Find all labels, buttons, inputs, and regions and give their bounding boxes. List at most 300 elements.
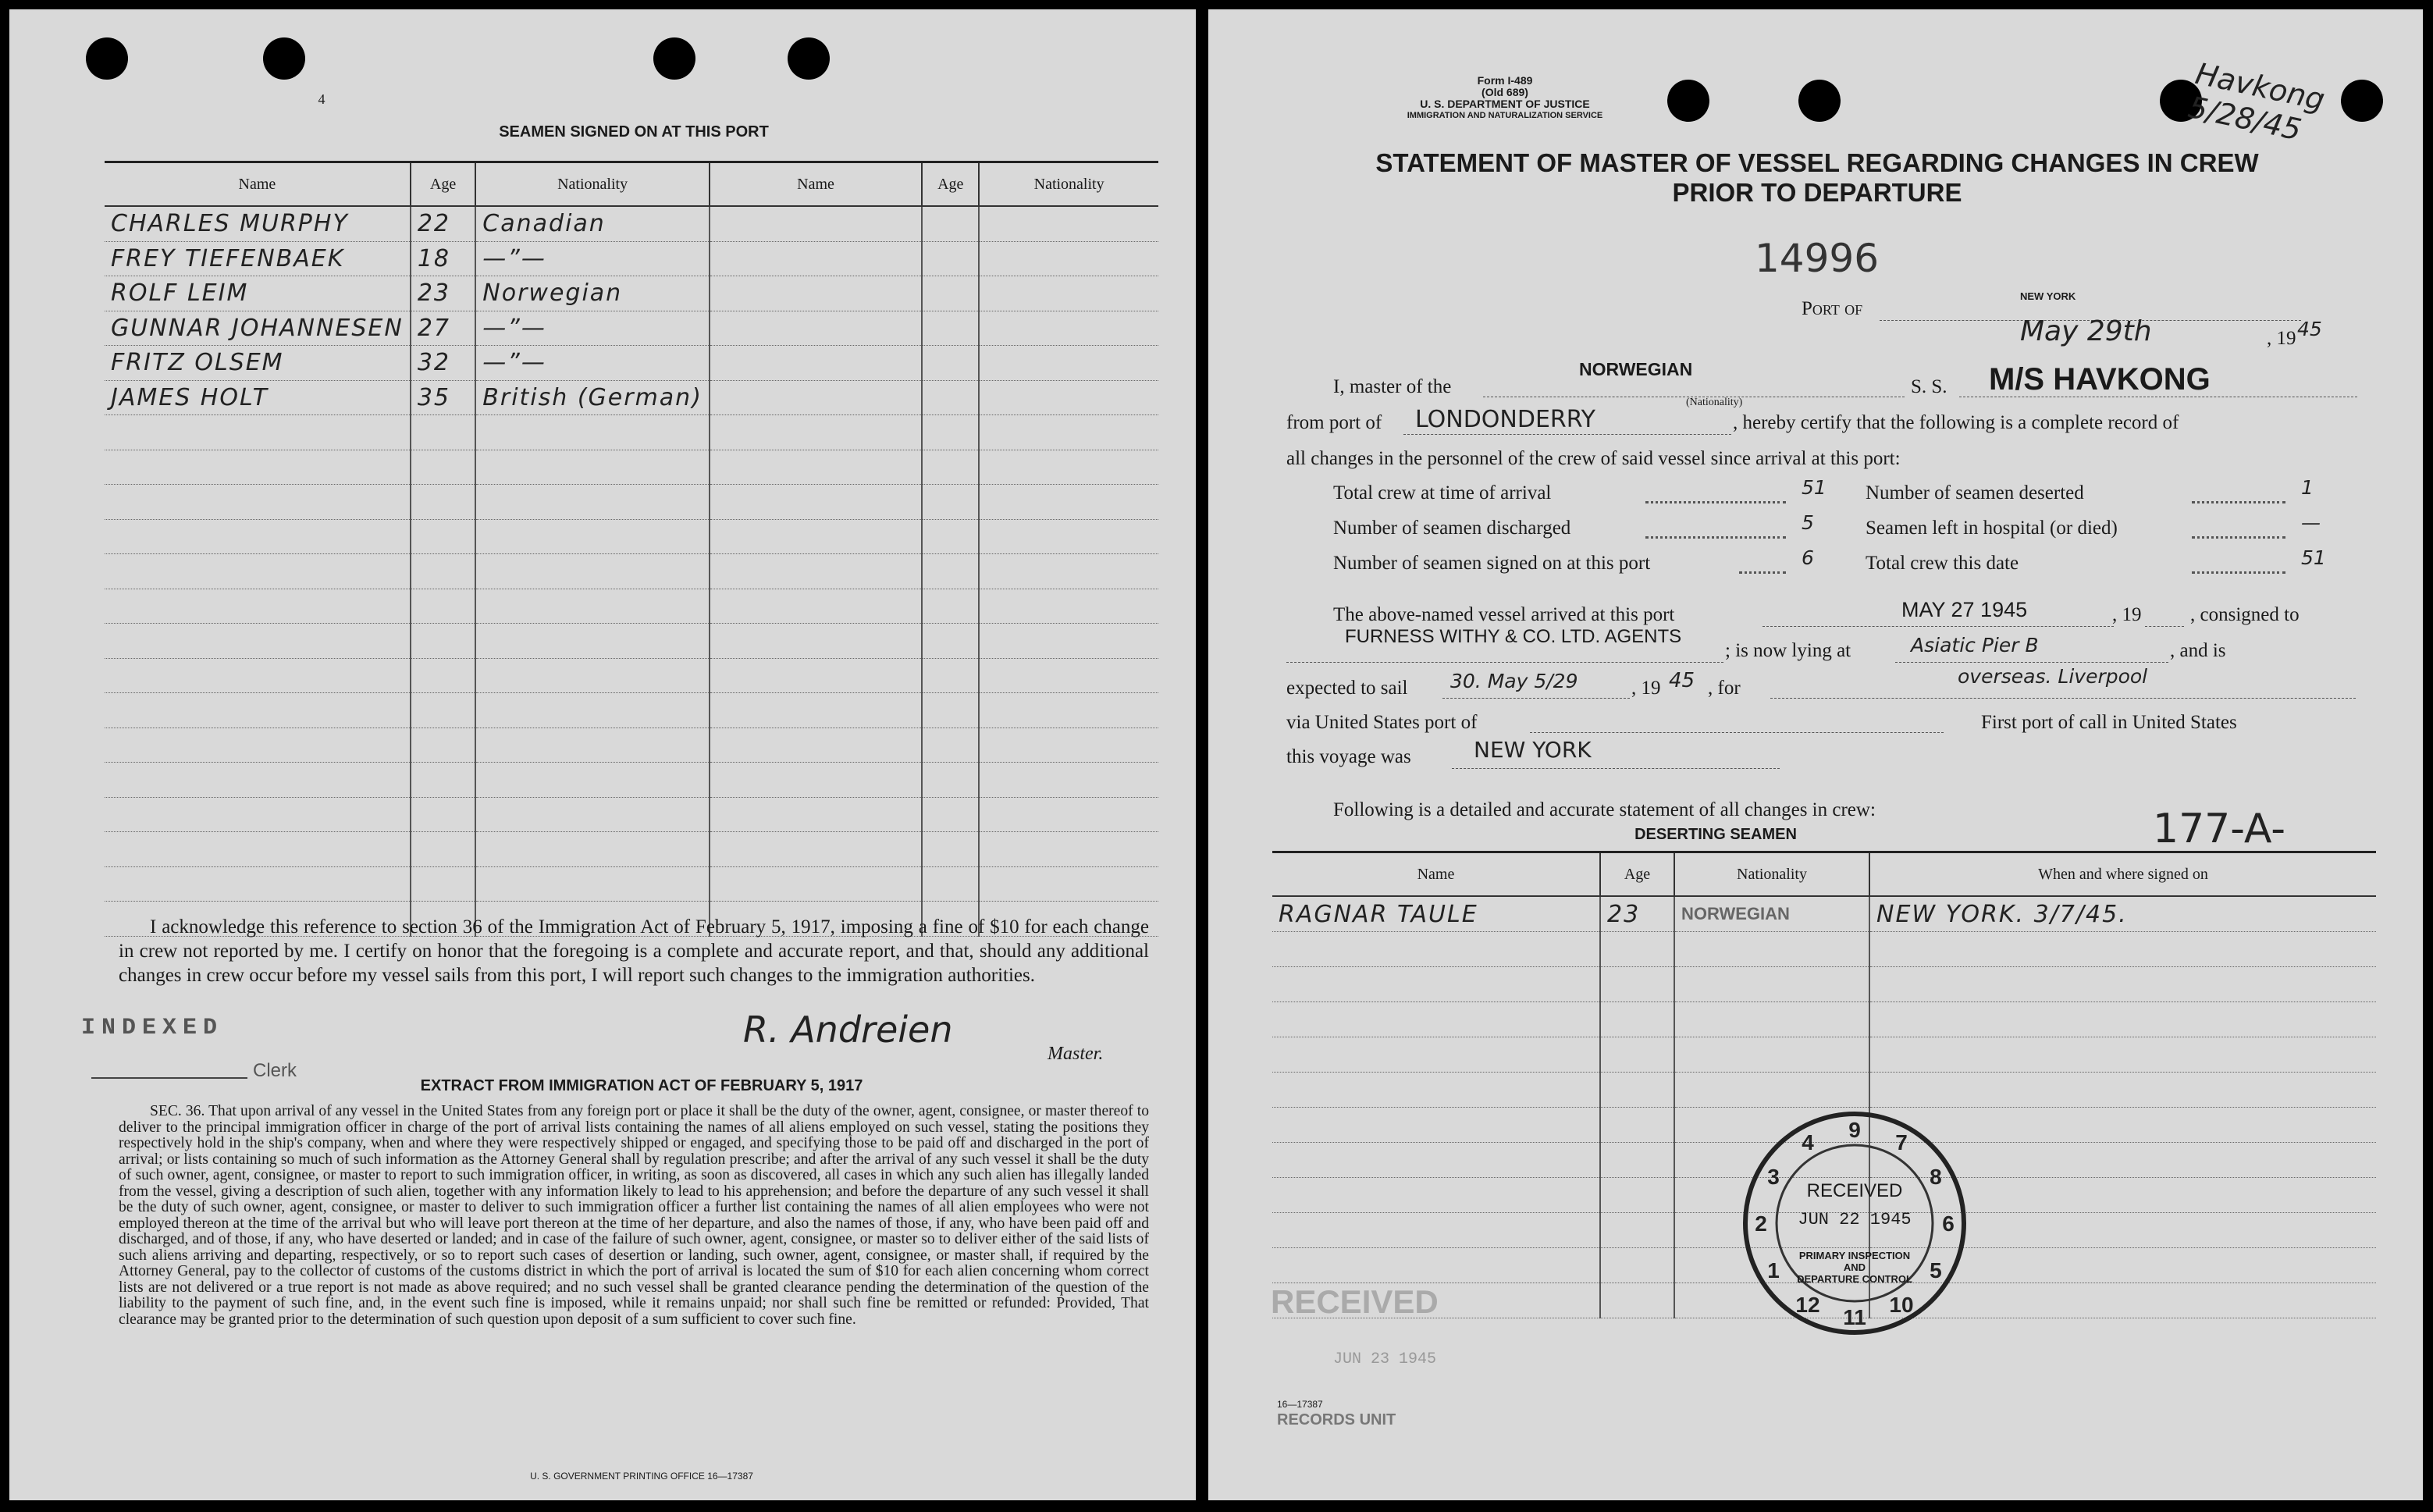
arrived-value: MAY 27 1945: [1901, 598, 2028, 621]
col-name: Name: [1272, 852, 1600, 897]
cell-nationality-2: [979, 554, 1158, 589]
cell-name-2: [710, 728, 922, 763]
table-row: [1272, 896, 2376, 932]
cell-name: ROLF LEIM: [105, 276, 411, 311]
cell-nationality-2: [979, 485, 1158, 520]
stamp-line-2: AND: [1843, 1261, 1866, 1273]
cell-age-2: [922, 519, 979, 554]
cell-name: [105, 485, 411, 520]
file-number: 14996: [1755, 236, 1880, 281]
count-value: 51: [2301, 546, 2326, 569]
table-row: [105, 589, 1158, 624]
cell-nationality: [475, 728, 710, 763]
stamp-text: [1738, 1250, 1972, 1285]
table-row: [105, 346, 1158, 381]
cell-name-2: [710, 519, 922, 554]
cell-age-2: [922, 206, 979, 241]
cell-age-2: [922, 485, 979, 520]
cell-age: [1600, 1248, 1674, 1283]
table-row: [105, 241, 1158, 276]
cell-age: [1600, 932, 1674, 967]
cell-nationality-2: [979, 241, 1158, 276]
cell-nationality-2: [979, 276, 1158, 311]
cell-age: [411, 519, 475, 554]
table-row: [105, 206, 1158, 241]
count-leader: [1739, 571, 1786, 574]
cell-name-2: [710, 346, 922, 381]
faded-date-stamp: JUN 23 1945: [1333, 1350, 1437, 1368]
cell-name-2: [710, 589, 922, 624]
col-age: Age: [1600, 852, 1674, 897]
cell-name: [1272, 1037, 1600, 1073]
master-signature: R. Andreien: [743, 1009, 953, 1051]
via-label: via United States port of: [1286, 712, 1478, 733]
deserting-title: DESERTING SEAMEN: [1634, 826, 1797, 843]
section-title: SEAMEN SIGNED ON AT THIS PORT: [499, 123, 769, 141]
cell-nationality-2: [979, 866, 1158, 902]
table-row: [1272, 1073, 2376, 1108]
records-unit: RECORDS UNIT: [1277, 1411, 1396, 1428]
cell-age: [411, 832, 475, 867]
cell-name: [105, 589, 411, 624]
table-row: [105, 415, 1158, 450]
cell-when-where: [1869, 1073, 2376, 1108]
count-leader: [2192, 501, 2285, 503]
cell-age: 27: [411, 311, 475, 346]
stamp-received: RECEIVED: [1806, 1180, 1903, 1201]
cell-age: [411, 554, 475, 589]
lying-line: [1895, 662, 2168, 663]
dial-digit: 8: [1930, 1165, 1942, 1189]
count-label: Total crew this date: [1866, 553, 2019, 574]
table-row: [105, 624, 1158, 659]
cell-age-2: [922, 589, 979, 624]
cell-nationality-2: [979, 346, 1158, 381]
cell-age: [411, 763, 475, 798]
table-row: [1272, 967, 2376, 1002]
cell-age: [411, 658, 475, 693]
cell-age: [411, 450, 475, 485]
cell-age-2: [922, 311, 979, 346]
first-port-label: First port of call in United States: [1981, 712, 2237, 733]
cell-age-2: [922, 658, 979, 693]
cell-nationality: [475, 450, 710, 485]
voyage-value: NEW YORK: [1474, 737, 1592, 763]
cell-nationality: [475, 832, 710, 867]
port-value: NEW YORK: [2020, 290, 2076, 302]
cell-name-2: [710, 693, 922, 728]
col-name: Name: [105, 162, 411, 207]
from-port-value: LONDONDERRY: [1415, 406, 1596, 433]
cell-age: 22: [411, 206, 475, 241]
cell-name: [1272, 1213, 1600, 1248]
col-name: Name: [710, 162, 922, 207]
cell-nationality: [475, 797, 710, 832]
cell-name: RAGNAR TAULE: [1272, 896, 1600, 932]
cell-nationality: [475, 554, 710, 589]
cell-age-2: [922, 693, 979, 728]
cell-nationality: —”—: [475, 241, 710, 276]
cell-name: [1272, 967, 1600, 1002]
page-number: 4: [318, 91, 325, 107]
cell-nationality: [1674, 967, 1869, 1002]
cell-nationality-2: [979, 832, 1158, 867]
cell-name: CHARLES MURPHY: [105, 206, 411, 241]
cell-name: [1272, 1248, 1600, 1283]
cell-age-2: [922, 380, 979, 415]
signed-on-table: [105, 161, 1158, 937]
punch-hole: [263, 37, 305, 80]
cell-age: [1600, 1143, 1674, 1178]
cell-age: 32: [411, 346, 475, 381]
cell-name-2: [710, 206, 922, 241]
lying-value: Asiatic Pier B: [1911, 634, 2039, 656]
cell-nationality-2: [979, 450, 1158, 485]
cell-name: [105, 763, 411, 798]
table-row: [105, 797, 1158, 832]
form-old-number: (Old 689): [1481, 86, 1528, 98]
cell-name: [105, 450, 411, 485]
ship-name: M/S HAVKONG: [1989, 362, 2211, 397]
cell-age: [411, 728, 475, 763]
dial-digit: 10: [1889, 1292, 1914, 1317]
cell-when-where: NEW YORK. 3/7/45.: [1869, 896, 2376, 932]
col-nationality: Nationality: [1674, 852, 1869, 897]
extract-text: SEC. 36. That upon arrival of any vessel in the United States from any foreign port or place it shall be the duty of the owner, agent, consignee, or master thereof to deliver to the principal immigration officer in charge of the port of arrival lists containing the names of all aliens employed on such vessel, stating the positions they respectively hold in the ship's company, when and where they were respectively shipped or engaged, and specifying those to be paid off and discharged in the port of arrival; or lists containing so much of such information as the Attorney General shall by regulation prescribe; and after the arrival of any such vessel it shall be the duty of such owner, agent, consignee, or master to report to such immigration officer, in writing, as soon as discovered, all cases in which any such alien has illegally landed from the vessel, giving a description of such alien, together with any information likely to lead to his apprehension; and before the departure of any such vessel it shall be the duty of such owner, agent, consignee, or master to deliver to such immigration officer a further list containing the names of all alien employees who were not employed thereon at the time of the arrival but who will leave port thereon at the time of her departure, and also the names of those, if any, who have been paid off and discharged, and of those, if any, who have deserted or landed; and in case of the failure of such owner, agent, consignee, or master so to deliver either of the said lists of such aliens arriving and departing, respectively, or so to report such cases of desertion or landing, such owner, agent, consignee, or master shall, if required by the Attorney General, pay to the collector of customs of the customs district in which the port of arrival is located the sum of $10 for each alien concerning whom correct lists are not delivered or a true report is not made as above required; and no such vessel shall be granted clearance pending the determination of the question of the liability to the payment of such fine, and, in the event such fine is imposed, while it remains unpaid; nor shall such fine be remitted or refunded: Provided, That clearance may be granted prior to the determination of such question upon deposit of a sum sufficient to cover such fine.: [119, 1103, 1149, 1328]
cell-name: [105, 832, 411, 867]
from-port-label: from port of: [1286, 412, 1382, 433]
cell-age: [1600, 1178, 1674, 1213]
cell-nationality-2: [979, 728, 1158, 763]
count-label: Seamen left in hospital (or died): [1866, 518, 2118, 539]
cell-name: [105, 797, 411, 832]
cell-age-2: [922, 450, 979, 485]
cell-name: GUNNAR JOHANNESEN: [105, 311, 411, 346]
faded-received-stamp: RECEIVED: [1271, 1283, 1439, 1320]
count-leader: [2192, 536, 2285, 539]
expected-label: expected to sail: [1286, 678, 1408, 699]
col-nationality: Nationality: [979, 162, 1158, 207]
cell-nationality: [1674, 932, 1869, 967]
consigned-label: , consigned to: [2190, 604, 2300, 625]
cell-age-2: [922, 241, 979, 276]
for-label: , for: [1708, 678, 1741, 699]
cell-age-2: [922, 763, 979, 798]
table-row: [1272, 1037, 2376, 1073]
cell-age-2: [922, 415, 979, 450]
extract-title: EXTRACT FROM IMMIGRATION ACT OF FEBRUARY 5, 1917: [420, 1077, 863, 1094]
count-value: 1: [2301, 476, 2314, 499]
table-row: [105, 450, 1158, 485]
col-age: Age: [922, 162, 979, 207]
punch-hole: [86, 37, 128, 80]
cell-name-2: [710, 554, 922, 589]
cell-nationality: [1674, 1002, 1869, 1037]
expected-year-value: 45: [1669, 669, 1695, 692]
stamp-line-3: DEPARTURE CONTROL: [1797, 1273, 1912, 1285]
cell-nationality: British (German): [475, 380, 710, 415]
cell-nationality: —”—: [475, 346, 710, 381]
code-value: 177-A-: [2153, 806, 2286, 852]
left-page: [9, 9, 1196, 1500]
cell-age: 35: [411, 380, 475, 415]
col-when-where: When and where signed on: [1869, 852, 2376, 897]
cell-name-2: [710, 624, 922, 659]
master-label: Master.: [1048, 1044, 1104, 1064]
punch-hole: [653, 37, 695, 80]
port-of-label: Port of: [1802, 298, 1863, 319]
clerk-line: [91, 1077, 247, 1079]
via-line: [1530, 732, 1944, 733]
certify-text-2: all changes in the personnel of the crew of said vessel since arrival at this port:: [1286, 448, 1901, 469]
right-page: [1208, 9, 2423, 1500]
dial-digit: 12: [1795, 1292, 1820, 1317]
table-row: [105, 485, 1158, 520]
title-line-2: PRIOR TO DEPARTURE: [1672, 178, 1962, 207]
cell-when-where: [1869, 967, 2376, 1002]
consignee-value: FURNESS WITHY & CO. LTD. AGENTS: [1345, 626, 1682, 647]
col-age: Age: [411, 162, 475, 207]
cell-name-2: [710, 450, 922, 485]
acknowledgement-text: I acknowledge this reference to section 36 of the Immigration Act of February 5, 1917, imposing a fine of $10 for each change in crew not reported by me. I certify on honor that the foregoing is a complete and accurate report, and that, should any additional changes in crew occur before my vessel sails from this port, I will report such changes to the immigration authorities.: [119, 916, 1149, 986]
cell-name: [105, 658, 411, 693]
cell-name-2: [710, 415, 922, 450]
punch-hole: [1798, 80, 1841, 122]
cell-name: [105, 415, 411, 450]
arrived-line: [1763, 626, 2114, 627]
printing-office: U. S. GOVERNMENT PRINTING OFFICE 16—17387: [530, 1471, 753, 1482]
cell-age-2: [922, 346, 979, 381]
table-header-row: [105, 162, 1158, 207]
cell-nationality: Canadian: [475, 206, 710, 241]
cell-nationality-2: [979, 415, 1158, 450]
cell-name: [1272, 932, 1600, 967]
cell-when-where: [1869, 932, 2376, 967]
service: IMMIGRATION AND NATURALIZATION SERVICE: [1407, 111, 1603, 120]
dial-digit: 3: [1767, 1165, 1780, 1189]
voyage-label: this voyage was: [1286, 746, 1411, 767]
cell-age: [411, 866, 475, 902]
clerk-label: Clerk: [253, 1060, 297, 1081]
cell-age: [1600, 1037, 1674, 1073]
cell-age: [411, 485, 475, 520]
cell-nationality: —”—: [475, 311, 710, 346]
stamp-line-1: PRIMARY INSPECTION: [1798, 1250, 1911, 1261]
consignee-line: [1286, 662, 1723, 663]
department: U. S. DEPARTMENT OF JUSTICE: [1420, 98, 1590, 110]
expected-line: [1442, 698, 1630, 699]
table-row: [105, 380, 1158, 415]
for-value: overseas. Liverpool: [1958, 665, 2148, 688]
year-value: 45: [2297, 318, 2322, 340]
cell-name: [1272, 1178, 1600, 1213]
cell-age: [411, 624, 475, 659]
cell-nationality: [475, 866, 710, 902]
dial-digit: 4: [1802, 1130, 1814, 1155]
count-label: Number of seamen discharged: [1333, 518, 1571, 539]
cell-name-2: [710, 866, 922, 902]
table-row: [105, 832, 1158, 867]
cell-age-2: [922, 728, 979, 763]
cell-nationality: [475, 658, 710, 693]
cell-age: [1600, 1108, 1674, 1143]
cell-nationality-2: [979, 763, 1158, 798]
cell-name-2: [710, 485, 922, 520]
cell-name-2: [710, 658, 922, 693]
cell-age: 23: [411, 276, 475, 311]
count-value: 51: [1802, 476, 1827, 499]
cell-nationality: [475, 519, 710, 554]
year-prefix: , 19: [2267, 328, 2296, 349]
cell-age: 18: [411, 241, 475, 276]
table-row: [105, 519, 1158, 554]
table-row: [1272, 932, 2376, 967]
cell-age: [1600, 1073, 1674, 1108]
dial-digit: 9: [1848, 1118, 1861, 1142]
cell-name-2: [710, 276, 922, 311]
cell-age-2: [922, 866, 979, 902]
cell-age-2: [922, 624, 979, 659]
form-number: Form I-489: [1477, 74, 1533, 87]
dial-digit: 7: [1895, 1130, 1908, 1155]
following-label: Following is a detailed and accurate statement of all changes in crew:: [1333, 799, 1876, 820]
table-row: [105, 763, 1158, 798]
punch-hole: [788, 37, 830, 80]
corner-note: Havkong 5/28/45: [2185, 56, 2328, 148]
form-header: [1388, 75, 1622, 122]
title-line-1: STATEMENT OF MASTER OF VESSEL REGARDING CHANGES IN CREW: [1375, 148, 2259, 177]
cell-name: FRITZ OLSEM: [105, 346, 411, 381]
cell-nationality: [475, 763, 710, 798]
table-row: [105, 276, 1158, 311]
for-line: [1770, 698, 2356, 699]
cell-nationality-2: [979, 206, 1158, 241]
cell-nationality: [1674, 1037, 1869, 1073]
count-label: Number of seamen deserted: [1866, 482, 2084, 503]
cell-nationality: [475, 589, 710, 624]
cell-nationality-2: [979, 797, 1158, 832]
cell-name: [1272, 1002, 1600, 1037]
arrived-year: , 19: [2112, 604, 2142, 625]
cell-nationality: [475, 415, 710, 450]
indexed-stamp: INDEXED: [81, 1015, 224, 1041]
count-leader: [1645, 536, 1786, 539]
form-title: [1286, 148, 2348, 208]
cell-name-2: [710, 763, 922, 798]
cell-name: [105, 624, 411, 659]
cell-name-2: [710, 241, 922, 276]
voyage-line: [1452, 768, 1780, 769]
col-nationality: Nationality: [475, 162, 710, 207]
dial-digit: 11: [1843, 1305, 1866, 1329]
count-leader: [1645, 501, 1786, 503]
from-port-line: [1403, 434, 1731, 435]
table-row: [105, 693, 1158, 728]
received-stamp: [1738, 1106, 1972, 1340]
cell-name: [105, 728, 411, 763]
stamp-date: JUN 22 1945: [1798, 1210, 1912, 1229]
cell-when-where: [1869, 1002, 2376, 1037]
cell-name: [1272, 1143, 1600, 1178]
certify-text: , hereby certify that the following is a complete record of: [1733, 412, 2179, 433]
cell-name-2: [710, 380, 922, 415]
expected-value: 30. May 5/29: [1450, 670, 1578, 692]
table-row: [105, 311, 1158, 346]
cell-nationality: [475, 624, 710, 659]
table-row: [105, 866, 1158, 902]
dial-digit: 6: [1942, 1211, 1955, 1236]
cell-name: [1272, 1073, 1600, 1108]
cell-name: [1272, 1108, 1600, 1143]
cell-name-2: [710, 832, 922, 867]
cell-nationality-2: [979, 658, 1158, 693]
count-label: Total crew at time of arrival: [1333, 482, 1552, 503]
cell-name-2: [710, 311, 922, 346]
master-of-label: I, master of the: [1333, 376, 1452, 397]
arrived-year-line: [2145, 626, 2184, 627]
cell-name-2: [710, 797, 922, 832]
arrived-label: The above-named vessel arrived at this port: [1333, 604, 1675, 625]
date-value: May 29th: [2020, 315, 2152, 347]
table-row: [1272, 1002, 2376, 1037]
ss-label: S. S.: [1911, 376, 1947, 397]
cell-age: [411, 415, 475, 450]
cell-nationality-2: [979, 624, 1158, 659]
count-value: —: [2301, 511, 2321, 534]
cell-age-2: [922, 276, 979, 311]
cell-age: [1600, 1002, 1674, 1037]
cell-age: [1600, 1283, 1674, 1318]
dial-digit: 2: [1755, 1211, 1767, 1236]
cell-name: [105, 519, 411, 554]
cell-name: JAMES HOLT: [105, 380, 411, 415]
cell-name: [105, 554, 411, 589]
cell-nationality-2: [979, 380, 1158, 415]
count-leader: [2192, 571, 2285, 574]
cell-nationality: Norwegian: [475, 276, 710, 311]
cell-nationality-2: [979, 589, 1158, 624]
cell-age-2: [922, 554, 979, 589]
and-is-label: , and is: [2170, 640, 2226, 661]
cell-nationality: NORWEGIAN: [1674, 896, 1869, 932]
cell-nationality: [1674, 1073, 1869, 1108]
cell-nationality-2: [979, 311, 1158, 346]
form-code: 16—17387: [1277, 1399, 1323, 1410]
expected-year: , 19: [1631, 678, 1661, 699]
dial-digit: 1: [1767, 1258, 1780, 1283]
cell-nationality: [475, 485, 710, 520]
cell-nationality: [475, 693, 710, 728]
cell-age-2: [922, 832, 979, 867]
cell-age: [1600, 967, 1674, 1002]
table-row: [105, 728, 1158, 763]
punch-hole: [1667, 80, 1709, 122]
table-row: [105, 554, 1158, 589]
cell-age: [1600, 1213, 1674, 1248]
count-label: Number of seamen signed on at this port: [1333, 553, 1651, 574]
nationality-value: NORWEGIAN: [1579, 359, 1693, 379]
cell-age: [411, 797, 475, 832]
cell-nationality-2: [979, 693, 1158, 728]
cell-name: [105, 866, 411, 902]
cell-name: FREY TIEFENBAEK: [105, 241, 411, 276]
cell-nationality-2: [979, 519, 1158, 554]
cell-name: [105, 693, 411, 728]
table-row: [105, 658, 1158, 693]
count-value: 6: [1802, 546, 1814, 569]
count-value: 5: [1802, 511, 1814, 534]
nationality-caption: (Nationality): [1686, 397, 1743, 408]
